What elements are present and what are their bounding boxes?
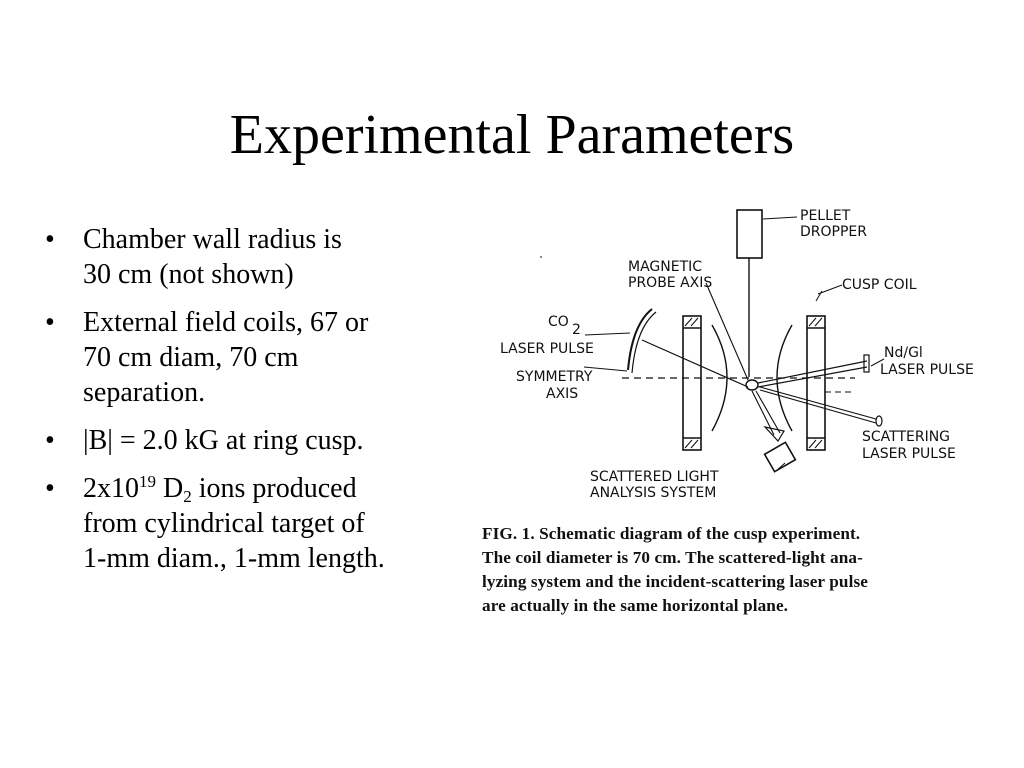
bullet-line: 30 cm (not shown)	[83, 259, 294, 290]
schematic-diagram	[480, 195, 1020, 515]
caption-line: lyzing system and the incident-scattering laser pulse	[482, 572, 868, 591]
right-coil	[807, 316, 825, 450]
ndgl-laser-label: LASER PULSE	[880, 362, 974, 378]
ndgl-label: Nd/Gl	[884, 345, 923, 361]
bullet-field-coils	[40, 305, 480, 410]
pellet-label-1: PELLET	[800, 208, 851, 224]
pellet-label-2: DROPPER	[800, 224, 867, 240]
bullet-chamber-radius	[40, 222, 480, 292]
magnetic-label-1: MAGNETIC	[628, 259, 703, 275]
scattering-beam	[760, 387, 876, 419]
bullet-line: 1-mm diam., 1-mm length.	[83, 543, 385, 574]
ndgl-lens	[864, 355, 869, 372]
co2-subscript: 2	[572, 322, 581, 338]
symmetry-label-1: SYMMETRY	[516, 369, 593, 385]
ion-species: D	[156, 473, 184, 504]
co2-laser-label: LASER PULSE	[500, 341, 594, 357]
magnetic-probe-line	[706, 283, 748, 380]
ion-count-exponent: 19	[139, 472, 156, 491]
bullet-line: |B| = 2.0 kG at ring cusp.	[83, 425, 364, 456]
caption-line: are actually in the same horizontal plane.	[482, 596, 789, 615]
scattered-label-1: SCATTERED LIGHT	[590, 469, 719, 485]
bullet-line: from cylindrical target of	[83, 508, 365, 539]
bullet-line: 70 cm diam, 70 cm	[83, 342, 299, 373]
slide-title: Experimental Parameters	[229, 104, 795, 166]
scattering-label-2: LASER PULSE	[862, 446, 956, 462]
bullet-ions	[40, 471, 480, 576]
magnetic-label-2: PROBE AXIS	[628, 275, 713, 291]
pellet-target	[746, 380, 758, 390]
co2-beam	[642, 340, 748, 387]
bullet-list	[40, 222, 480, 589]
bullet-line: separation.	[83, 377, 206, 408]
ion-species-subscript: 2	[183, 487, 192, 506]
pellet-dropper-box	[737, 210, 762, 258]
ion-count-base: 2x10	[83, 473, 139, 504]
bullet-dot-icon: •	[45, 224, 55, 255]
left-coil	[683, 316, 701, 450]
ion-text: ions produced	[191, 473, 357, 504]
bullet-dot-icon: •	[45, 307, 55, 338]
cusp-coil-label: CUSP COIL	[842, 277, 917, 293]
bullet-field-strength	[40, 423, 480, 458]
caption-line: The coil diameter is 70 cm. The scattered-light ana-	[482, 548, 863, 567]
scattering-label-1: SCATTERING	[862, 429, 951, 445]
bullet-line: External field coils, 67 or	[83, 307, 369, 338]
co2-mirror	[628, 309, 652, 370]
co2-label: CO	[548, 314, 569, 330]
scattered-label-2: ANALYSIS SYSTEM	[590, 485, 717, 501]
figure-caption	[482, 522, 1017, 618]
bullet-dot-icon: •	[45, 425, 55, 456]
bullet-dot-icon: •	[45, 473, 55, 504]
symmetry-label-2: AXIS	[546, 386, 579, 402]
ndgl-beam	[758, 361, 867, 383]
bullet-line: Chamber wall radius is	[83, 224, 342, 255]
caption-line: FIG. 1. Schematic diagram of the cusp experiment.	[482, 524, 861, 543]
